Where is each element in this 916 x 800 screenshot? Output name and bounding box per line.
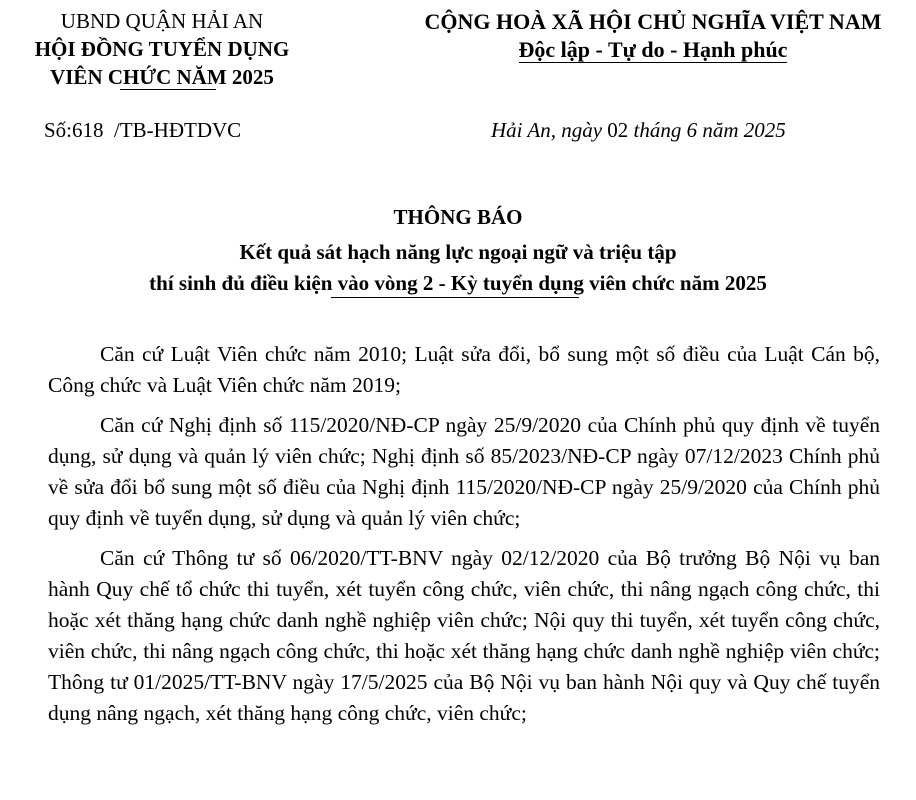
subject-line1: Kết quả sát hạch năng lực ngoại ngữ và triệu tập: [239, 240, 677, 264]
document-reference: [44, 118, 241, 143]
legal-basis-paragraph: Căn cứ Thông tư số 06/2020/TT-BNV ngày 02/12/2020 của Bộ trưởng Bộ Nội vụ ban hành Quy chế tổ chức thi tuyển, xét tuyển công chức, viên chức, thi nâng ngạch công chức, thi hoặc xét thăng hạng chức danh nghề nghiệp viên chức; Nội quy thi tuyển, xét tuyển công chức, viên chức, thi nâng ngạch công chức, thi hoặc xét thăng hạng chức danh nghề nghiệp viên chức; Thông tư 01/2025/TT-BNV ngày 17/5/2025 của Bộ Nội vụ ban hành Nội quy và Quy chế tuyển dụng nâng ngạch, xét thăng hạng công chức, viên chức;: [48, 546, 880, 725]
national-motto: Độc lập - Tự do - Hạnh phúc: [518, 37, 788, 62]
agency-name: UBND QUẬN HẢI AN: [60, 9, 264, 33]
document-subject: [0, 237, 916, 299]
date-suffix: tháng 6 năm 2025: [628, 118, 786, 142]
reference-prefix: Số:: [44, 118, 73, 142]
reference-number: 618: [72, 118, 104, 142]
date-day: 02: [607, 118, 629, 142]
document-title: THÔNG BÁO: [393, 205, 523, 229]
issuing-agency-block: [0, 7, 324, 92]
reference-suffix: /TB-HĐTDVC: [114, 118, 242, 142]
legal-basis-paragraph: Căn cứ Nghị định số 115/2020/NĐ-CP ngày 25/9/2020 của Chính phủ quy định về tuyển dụng, sử dụng và quản lý viên chức; Nghị định số 85/2023/NĐ-CP ngày 07/12/2023 Chính phủ về sửa đổi bổ sung một số điều của Nghị định 115/2020/NĐ-CP ngày 25/9/2020 của Chính phủ quy định về tuyển dụng, sử dụng và quản lý viên chức;: [48, 413, 880, 530]
document-date: [491, 118, 786, 143]
date-prefix: Hải An, ngày: [491, 118, 608, 142]
legal-basis-paragraph: Căn cứ Luật Viên chức năm 2010; Luật sửa đổi, bổ sung một số điều của Luật Cán bộ, Công chức và Luật Viên chức năm 2019;: [48, 342, 880, 397]
subject-underline: [331, 297, 579, 298]
agency-underline: [120, 89, 216, 90]
document-body: [48, 339, 880, 738]
council-name-line1: HỘI ĐỒNG TUYỂN DỤNG: [34, 37, 290, 61]
council-name-line2: VIÊN CHỨC NĂM 2025: [50, 65, 274, 89]
national-heading-block: [390, 8, 916, 64]
nation-name: CỘNG HOÀ XÃ HỘI CHỦ NGHĨA VIỆT NAM: [424, 9, 882, 34]
subject-line2: thí sinh đủ điều kiện vào vòng 2 - Kỳ tuyển dụng viên chức năm 2025: [149, 271, 767, 295]
